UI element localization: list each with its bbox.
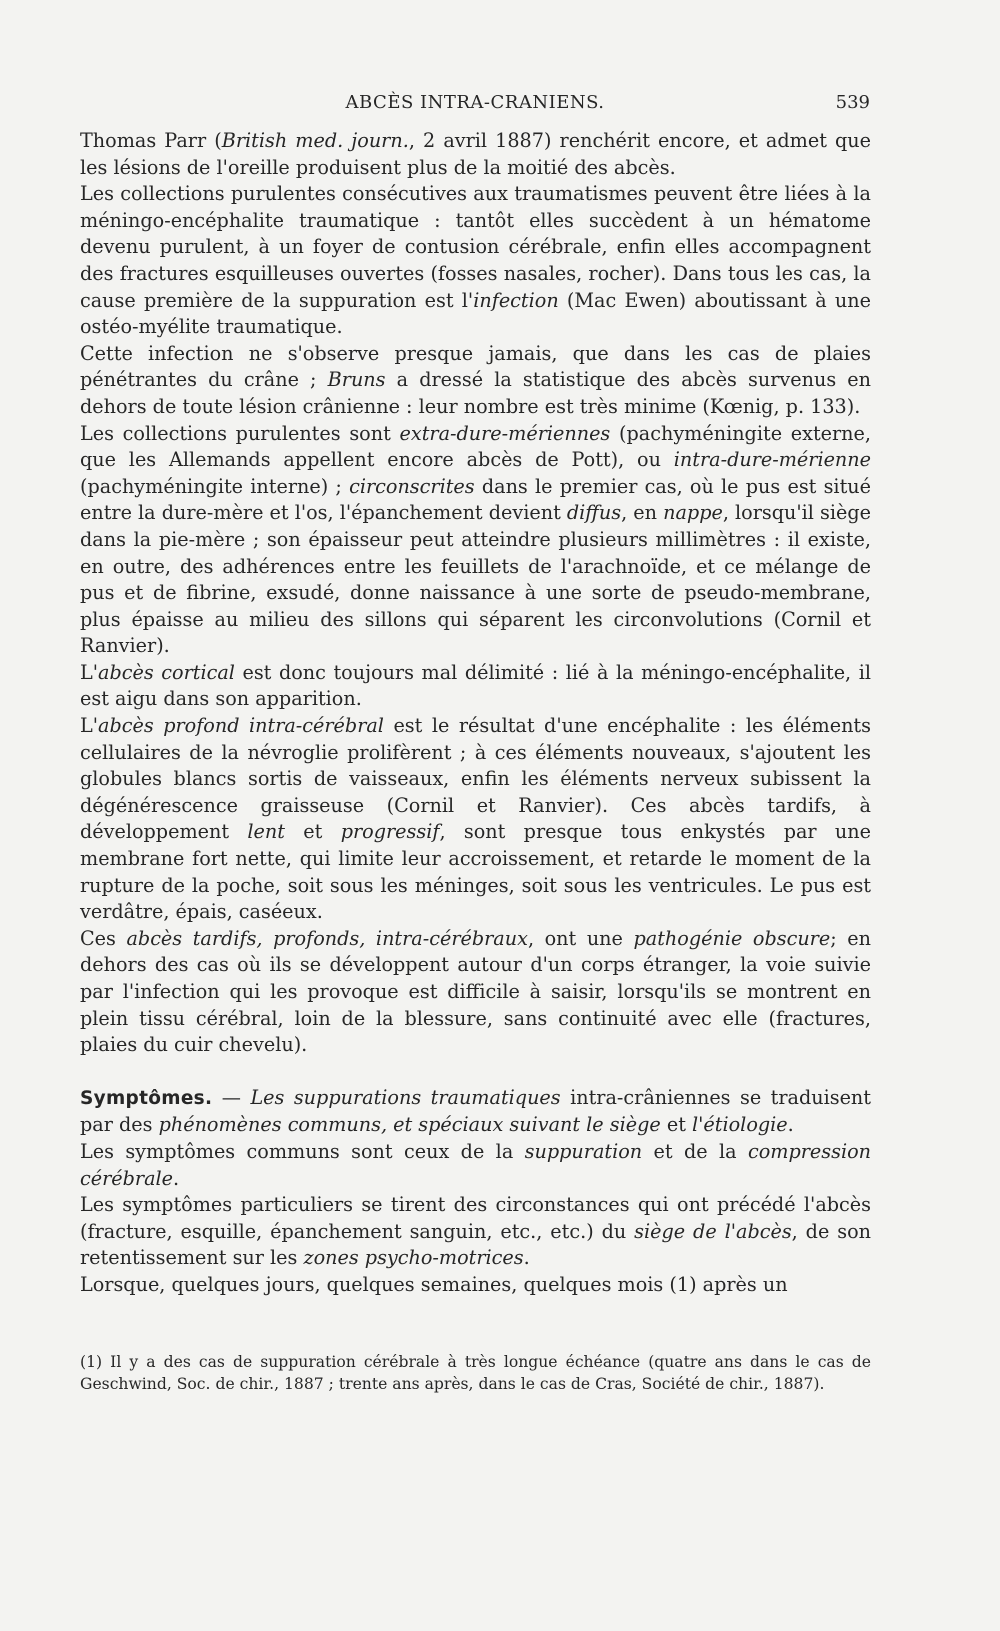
text-run: (pachyméningite externe, que les Allemands appellent encore abcès de Pott), ou (80, 421, 871, 472)
text-run: est le résultat d'une encéphalite : les éléments cellulaires de la névroglie prolifèrent ; à ces éléments nouveaux, s'ajoutent les globules blancs sortis de vaisseaux, enfin les éléments nerveux subissent la dégénérescence graisseuse (Cornil et Ranvier). Ces abcès tardifs, à développement (80, 714, 871, 844)
emphasis: abcès tardifs, profonds, intra-cérébraux (126, 926, 528, 950)
emphasis-infection: infection (473, 288, 559, 312)
paragraph-abces-cortical (80, 660, 871, 713)
text-run: a dressé la statistique des abcès survenus en dehors de toute lésion crânienne : leur nombre est très minime (Kœnig, p. 133). (80, 368, 872, 418)
text-run: L' (80, 714, 99, 738)
page-number: 539 (835, 92, 870, 113)
text-run: est donc toujours mal délimité : lié à la méningo-encéphalite, il est aigu dans son apparition. (80, 660, 871, 711)
author-bruns: Bruns (327, 368, 386, 392)
running-title: ABCÈS INTRA-CRANIENS. (345, 92, 605, 113)
footnote-marker: (1) (80, 1353, 103, 1371)
section-gap (80, 1059, 871, 1085)
text-run: et de la (642, 1139, 748, 1163)
emphasis: siège de l'abcès (634, 1219, 792, 1243)
text-run: , lorsqu'il siège dans la pie-mère ; son épaisseur peut atteindre plusieurs millimètres : il existe, en outre, des adhérences entre les feuillets de l'arachnoïde, et ce mélange de pus et de fibrine, exsudé, donne naissance à une sorte de pseudo-membrane, plus épaisse au milieu des sillons qui séparent les circonvolutions (Cornil et Ranvier). (80, 501, 872, 658)
text-run: après un (696, 1272, 788, 1296)
footnote-reference: (1) (669, 1272, 697, 1296)
emphasis: lent (247, 820, 285, 844)
text-run: , 2 avril 1887) renchérit encore, et admet que les lésions de l'oreille produisent plus de la moitié des abcès. (80, 129, 872, 179)
emphasis: intra-dure-mérienne (673, 448, 871, 472)
text-run: Ces (80, 926, 127, 950)
emphasis: compression cérébrale (80, 1139, 871, 1190)
footnote-text: Il y a des cas de suppuration cérébrale à très longue échéance (quatre ans dans le cas de Geschwind, Soc. de chir., 1887 ; trente ans après, dans le cas de Cras, Société de chir., 1887). (80, 1353, 871, 1393)
emphasis: pathogénie obscure (633, 926, 831, 950)
paragraph-abces-tardifs (80, 926, 871, 1059)
text-run: Thomas Parr ( (80, 129, 222, 152)
emphasis: suppuration (524, 1139, 643, 1163)
paragraph-symptomes (80, 1085, 871, 1139)
journal-title: British med. journ. (221, 129, 409, 152)
text-run: , de son retentissement sur les (80, 1219, 871, 1270)
paragraph-abces-profond (80, 713, 871, 926)
text-run: , ont une (527, 926, 634, 950)
text-run: Cette infection ne s'observe presque jamais, que dans les cas de plaies pénétrantes du crâne ; (80, 341, 871, 392)
text-run: Les collections purulentes sont (80, 421, 400, 445)
paragraph-symptomes-communs (80, 1139, 871, 1192)
text-run: , en (621, 501, 664, 525)
text-run: Les symptômes particuliers se tirent des circonstances qui ont précédé l'abcès (fracture, esquille, épanchement sanguin, etc., etc.) du (80, 1193, 871, 1243)
text-run: ; en dehors des cas où ils se développent autour d'un corps étranger, la voie suivie par l'infection qui les provoque est difficile à saisir, lorsqu'ils se montrent en plein tissu cérébral, loin de la blessure, sans continuité avec elle (fractures, plaies du cuir chevelu). (80, 926, 871, 1057)
paragraph-cette-infection (80, 341, 871, 421)
paragraph-lorsque (80, 1272, 871, 1299)
text-run: , sont presque tous enkystés par une membrane fort nette, qui limite leur accroissement, et retarde le moment de la rupture de la poche, soit sous les méninges, soit sous les ventricules. Le pus est verdâtre, épais, caséeux. (80, 820, 871, 924)
emphasis: l'étiologie (692, 1113, 788, 1137)
page-header (80, 92, 870, 116)
text-run: intra-crâniennes se traduisent par des (80, 1085, 871, 1137)
emphasis: abcès cortical (98, 660, 235, 684)
text-run: Les symptômes communs sont ceux de la (80, 1139, 525, 1163)
main-text (80, 128, 871, 1299)
footnotes (80, 1352, 871, 1395)
emphasis: progressif (340, 820, 440, 844)
text-run: dans le premier cas, où le pus est situé entre la dure-mère et l'os, l'épanchement devient (80, 474, 871, 525)
paragraph-symptomes-particuliers (80, 1192, 871, 1272)
footnote-1 (80, 1352, 871, 1395)
emphasis: diffus (566, 501, 622, 525)
text-run: . (523, 1246, 530, 1270)
emphasis: phénomènes communs, et spéciaux suivant le siège (158, 1113, 661, 1137)
text-run: et (284, 820, 341, 844)
emphasis: zones psycho-motrices (303, 1246, 524, 1270)
emphasis: extra-dure-mériennes (399, 421, 611, 445)
emphasis: abcès profond intra-cérébral (98, 714, 384, 738)
emphasis: circonscrites (349, 474, 475, 498)
text-run: . (787, 1113, 794, 1137)
paragraph-extra-dure-meriennes (80, 421, 871, 660)
text-run: — (212, 1085, 251, 1109)
section-heading: Symptômes. (80, 1087, 213, 1109)
text-run: et (660, 1113, 693, 1137)
text-run: L' (80, 660, 99, 684)
text-run: . (173, 1166, 180, 1190)
emphasis: Les suppurations traumatiques (250, 1085, 561, 1109)
text-run: Les collections purulentes consécutives aux traumatismes peuvent être liées à la méningo-encéphalite traumatique : tantôt elles succèdent à un hématome devenu purulent, à un foyer de contusion cérébrale, enfin elles accompagnent des fractures esquilleuses ouvertes (fosses nasales, rocher). Dans tous les cas, la cause première de la suppuration est l' (80, 182, 871, 312)
text-run: Lorsque, quelques jours, quelques semaines, quelques mois (80, 1272, 670, 1296)
paragraph-thomas-parr (80, 128, 871, 181)
paragraph-collections-purulentes (80, 181, 871, 341)
text-run: (pachyméningite interne) ; (80, 474, 350, 498)
emphasis: nappe (663, 501, 723, 525)
text-run: (Mac Ewen) aboutissant à une ostéo-myélite traumatique. (80, 288, 871, 339)
